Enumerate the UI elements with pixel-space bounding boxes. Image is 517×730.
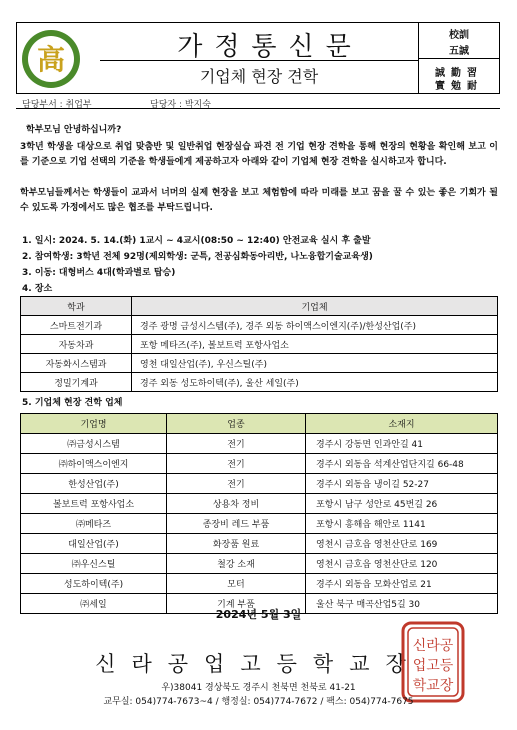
- company-name-cell: ㈜메타즈: [21, 514, 167, 534]
- greeting-text: 학부모님 안녕하십니까?: [26, 125, 122, 135]
- company-name-cell: ㈜세일: [21, 594, 167, 614]
- address-cell: 경주시 외동읍 냉이길 52-27: [306, 474, 498, 494]
- industry-cell: 기계 부품: [167, 594, 306, 614]
- table-row: [21, 494, 498, 514]
- motto-line-2: 實勉耐: [435, 81, 483, 92]
- participants-item: 2. 참여학생: 3학년 전체 92명(제외학생: 군특, 전공심화동아리반, 나노융합기술교육생): [22, 252, 373, 262]
- company-name-cell: 대일산업(주): [21, 534, 167, 554]
- company-table: [20, 413, 498, 614]
- location-heading: 4. 장소: [22, 284, 53, 294]
- table-row: [21, 354, 498, 373]
- company-name-cell: 한성산업(주): [21, 474, 167, 494]
- department-cell: 스마트전기과: [21, 316, 132, 335]
- address-cell: 경주시 외동읍 석계산업단지길 66-48: [306, 454, 498, 474]
- table-row: [21, 434, 498, 454]
- motto-value: 五誠: [449, 46, 469, 57]
- logo-text: 高: [36, 43, 66, 76]
- table-header-cell: 소재지: [306, 414, 498, 434]
- company-cell: 영천 대일산업(주), 우신스틸(주): [132, 354, 498, 373]
- table-row: [21, 454, 498, 474]
- company-cell: 포항 메타즈(주), 볼보트럭 포항사업소: [132, 335, 498, 354]
- page-title: 가정통신문: [177, 32, 363, 62]
- industry-cell: 전기: [167, 474, 306, 494]
- industry-cell: 전기: [167, 454, 306, 474]
- info-divider: [16, 108, 500, 109]
- industry-cell: 모터: [167, 574, 306, 594]
- department-cell: 자동화시스템과: [21, 354, 132, 373]
- page-subtitle: 기업체 현장 견학: [199, 67, 319, 86]
- motto-line-1: 誠勤習: [435, 68, 483, 79]
- table-header-cell: 업종: [167, 414, 306, 434]
- school-contacts: 교무실: 054)774-7673~4 / 행정실: 054)774-7672 / 팩스: 054)774-7675: [103, 697, 414, 707]
- department-info: 담당부서 : 취업부: [22, 100, 92, 110]
- company-name-cell: 성도하이텍(주): [21, 574, 167, 594]
- seal-text-line: 신라공: [412, 638, 454, 654]
- table-row: [21, 574, 498, 594]
- table-row: [21, 316, 498, 335]
- request-paragraph: 학부모님들께서는 학생들이 교과서 너머의 실제 현장을 보고 체험함에 따라 미래를 보고 꿈을 꿀 수 있는 좋은 기회가 될 수 있도록 가정에서도 많은 협조를 부탁드립니다.: [20, 188, 498, 213]
- table-header-cell: 학과: [21, 297, 132, 316]
- school-logo-icon: [20, 28, 82, 90]
- company-name-cell: ㈜금성시스템: [21, 434, 167, 454]
- company-cell: 경주 외동 성도하이텍(주), 울산 세일(주): [132, 373, 498, 392]
- table-row: [21, 474, 498, 494]
- address-cell: 경주시 외동읍 모화산업로 21: [306, 574, 498, 594]
- address-cell: 영천시 금호읍 영천산단로 169: [306, 534, 498, 554]
- seal-text-line: 학교장: [412, 678, 454, 694]
- table-row: [21, 335, 498, 354]
- school-address: 우)38041 경상북도 경주시 천북면 천북로 41-21: [161, 683, 356, 693]
- companies-heading: 5. 기업체 현장 견학 업체: [22, 398, 123, 408]
- industry-cell: 화장품 원료: [167, 534, 306, 554]
- transport-item: 3. 이동: 대형버스 4대(학과별로 탑승): [22, 268, 176, 278]
- issue-date: 2024년 5월 3일: [215, 608, 302, 621]
- schedule-item: 1. 일시: 2024. 5. 14.(화) 1교시 ~ 4교시(08:50 ~ 12:40) 안전교육 실시 후 출발: [22, 236, 371, 246]
- table-row: [21, 373, 498, 392]
- intro-paragraph: 3학년 학생을 대상으로 취업 맞춤반 및 일반취업 현장실습 파견 전 기업 현장 견학을 통해 현장의 현황을 확인해 보고 이를 기준으로 기업 선택의 기준을 학생들에게 제공하고자 아래와 같이 기업체 현장 견학을 실시하고자 합니다.: [20, 142, 498, 167]
- company-cell: 경주 광명 금성시스템(주), 경주 외동 하이액스이엔지(주)/한성산업(주): [132, 316, 498, 335]
- department-cell: 정밀기계과: [21, 373, 132, 392]
- title-divider: [100, 60, 418, 61]
- contact-person-info: 담당자 : 박지숙: [150, 100, 211, 110]
- location-table: [20, 296, 498, 392]
- company-name-cell: ㈜우신스틸: [21, 554, 167, 574]
- industry-cell: 상용차 정비: [167, 494, 306, 514]
- school-principal-name: 신라공업고등학교장: [95, 652, 422, 676]
- table-row: [21, 554, 498, 574]
- motto-label: 校訓: [449, 30, 469, 41]
- industry-cell: 철강 소재: [167, 554, 306, 574]
- table-row: [21, 534, 498, 554]
- industry-cell: 전기: [167, 434, 306, 454]
- address-cell: 영천시 금호읍 영천산단로 120: [306, 554, 498, 574]
- table-header-cell: 기업명: [21, 414, 167, 434]
- motto-divider: [418, 58, 500, 59]
- table-header-row: [21, 297, 498, 316]
- table-header-row: [21, 414, 498, 434]
- industry-cell: 종장비 레드 부품: [167, 514, 306, 534]
- address-cell: 포항시 흥해읍 해안로 1141: [306, 514, 498, 534]
- table-row: [21, 514, 498, 534]
- address-cell: 포항시 남구 성안로 45번길 26: [306, 494, 498, 514]
- company-name-cell: ㈜하이액스이엔지: [21, 454, 167, 474]
- address-cell: 울산 북구 매곡산업5길 30: [306, 594, 498, 614]
- department-cell: 자동차과: [21, 335, 132, 354]
- table-header-cell: 기업체: [132, 297, 498, 316]
- company-name-cell: 볼보트럭 포항사업소: [21, 494, 167, 514]
- seal-text-line: 업고등: [412, 658, 454, 674]
- address-cell: 경주시 강동면 인과안길 41: [306, 434, 498, 454]
